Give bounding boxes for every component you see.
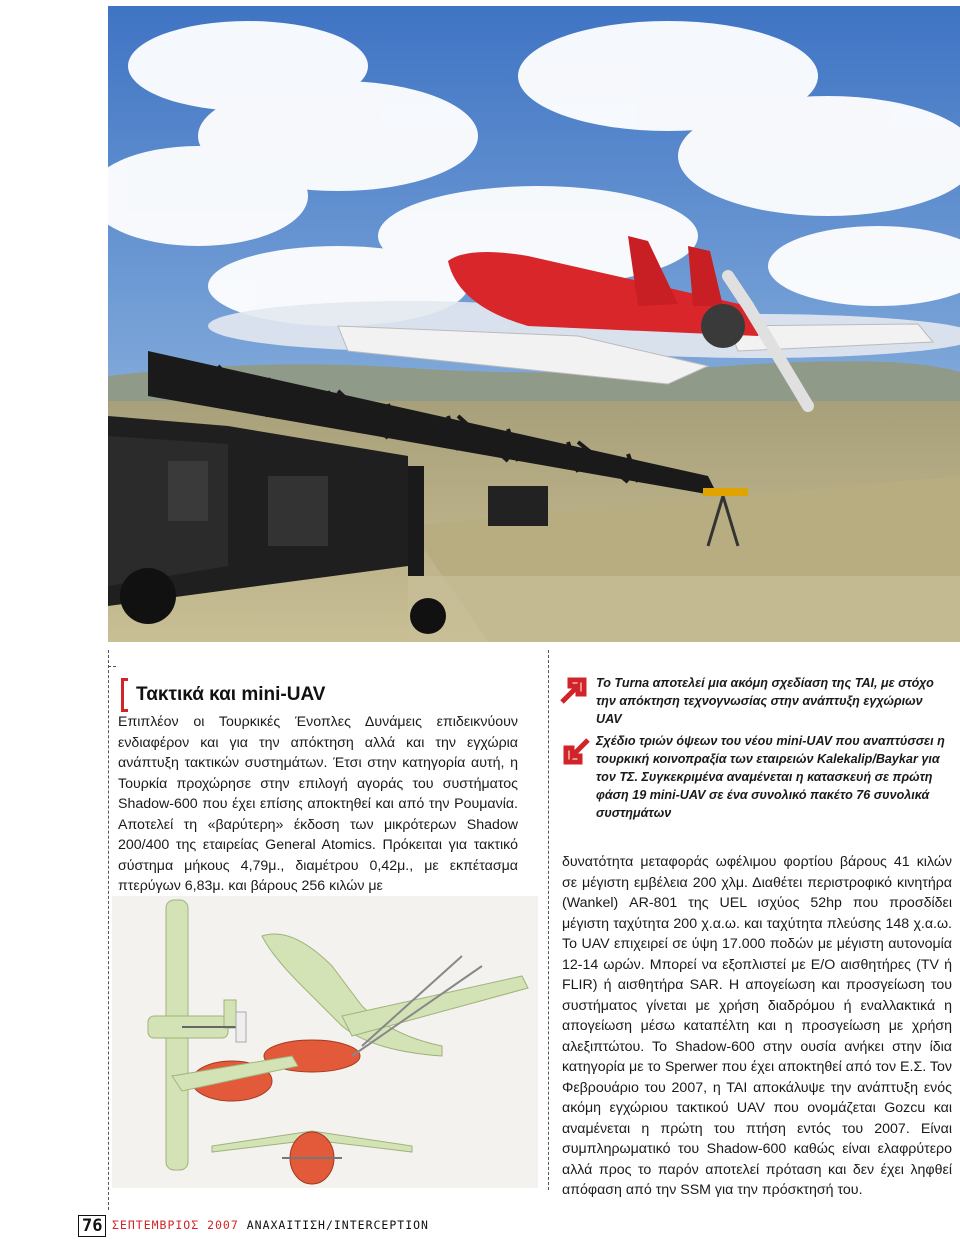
page-number: 76 [78, 1215, 106, 1237]
title-bracket [121, 678, 128, 712]
mini-uav-three-view-drawing [112, 896, 538, 1188]
footer-issue [112, 1218, 429, 1232]
top-photo-caption: Το Turna αποτελεί μια ακόμη σχεδίαση της ΤΑΙ, με στόχο την απόκτηση τεχνογνωσίας στην ανάπτυξη εγχώριων UAV [596, 676, 934, 726]
main-paragraph: δυνατότητα μεταφοράς ωφέλιμου φορτίου βάρους 41 κιλών σε μέγιστη εμβέλεια 200 χλμ. Διαθέτει περιστροφικό κινητήρα (Wankel) AR-801 της UEL ισχύος 52hp που προσδίδει μέγιστη ταχύτητα 200 χ.α.ω. και ταχύτητα πλεύσης 148 χ.α.ω. Το UAV επιχειρεί σε ύψη 17.000 ποδών με μέγιστη αυτονομία 12-14 ωρών. Μπορεί να εξοπλιστεί με Ε/Ο αισθητήρες (TV ή FLIR) ή αισθητήρα SAR. Η απογείωση και προσγείωση του συστήματος γίνεται με χρήση διαδρόμου ή εναλλακτικά η απογείωση μέσω καταπέλτη και η προσγείωση με χρήση αλεξιπτώτου. Το Shadow-600 στην ουσία ανήκει στην ίδια κατηγορία με το Sperwer που έχει αποκτηθεί από τον Ε.Σ. Τον Φεβρουάριο του 2007, η ΤΑΙ αποκάλυψε την ανάπτυξη ενός ακόμη εγχώριου τακτικού UAV που ονομάζεται Gozcu και αναμένεται η πρώτη του πτήση εντός του 2007. Είναι συμπληρωματικό του Shadow-600 καθώς είναι ελαφρύτερο αλλά προς το παρόν αποτελεί πρόταση και δεν έχει ληφθεί απόφαση από την SSM για την πρόσκτησή του. [562, 854, 952, 1198]
footer-magazine: ΑΝΑΧΑΙΤΙΣΗ/INTERCEPTION [246, 1218, 429, 1232]
arrow-down-left-icon [562, 736, 592, 766]
footer-date: ΣΕΠΤΕΜΒΡΙΟΣ 2007 [112, 1218, 239, 1232]
arrow-up-right-icon [558, 676, 588, 706]
left-frame-top [108, 666, 116, 667]
sidebar-title: Τακτικά και mini-UAV [136, 684, 326, 705]
left-frame-line [108, 650, 109, 1210]
center-frame-line [548, 650, 549, 1190]
turna-drone-photo [108, 6, 960, 642]
sidebar-paragraph: Επιπλέον οι Τουρκικές Ένοπλες Δυνάμεις επιδεικνύουν ενδιαφέρον και για την απόκτηση αλλά και την εγχώρια ανάπτυξη τακτικών συστημάτων. Έτσι στην κατηγορία αυτή, η Τουρκία προχώρησε στην επιλογή αγοράς του συστήματος Shadow-600 που έχει επίσης αποκτηθεί και από την Ρουμανία. Αποτελεί τη «βαρύτερη» έκδοση των μικρότερων Shadow 200/400 της εταιρείας General Atomics. Πρόκειται για τακτικό σύστημα μήκους 4,79μ., διαμέτρου 0,42μ., με εκπέτασμα πτερύγων 6,83μ. και βάρους 256 κιλών με [118, 714, 518, 894]
bottom-drawing-caption: Σχέδιο τριών όψεων του νέου mini-UAV που αναπτύσσει η τουρκική κοινοπραξία των εταιρειών Kalekalip/Baykar για τον ΤΣ. Συγκεκριμένα αναμένεται η κατασκευή σε πρώτη φάση 19 mini-UAV σε ένα συνολικό πακέτο 76 συνολικά συστημάτων [596, 734, 945, 820]
